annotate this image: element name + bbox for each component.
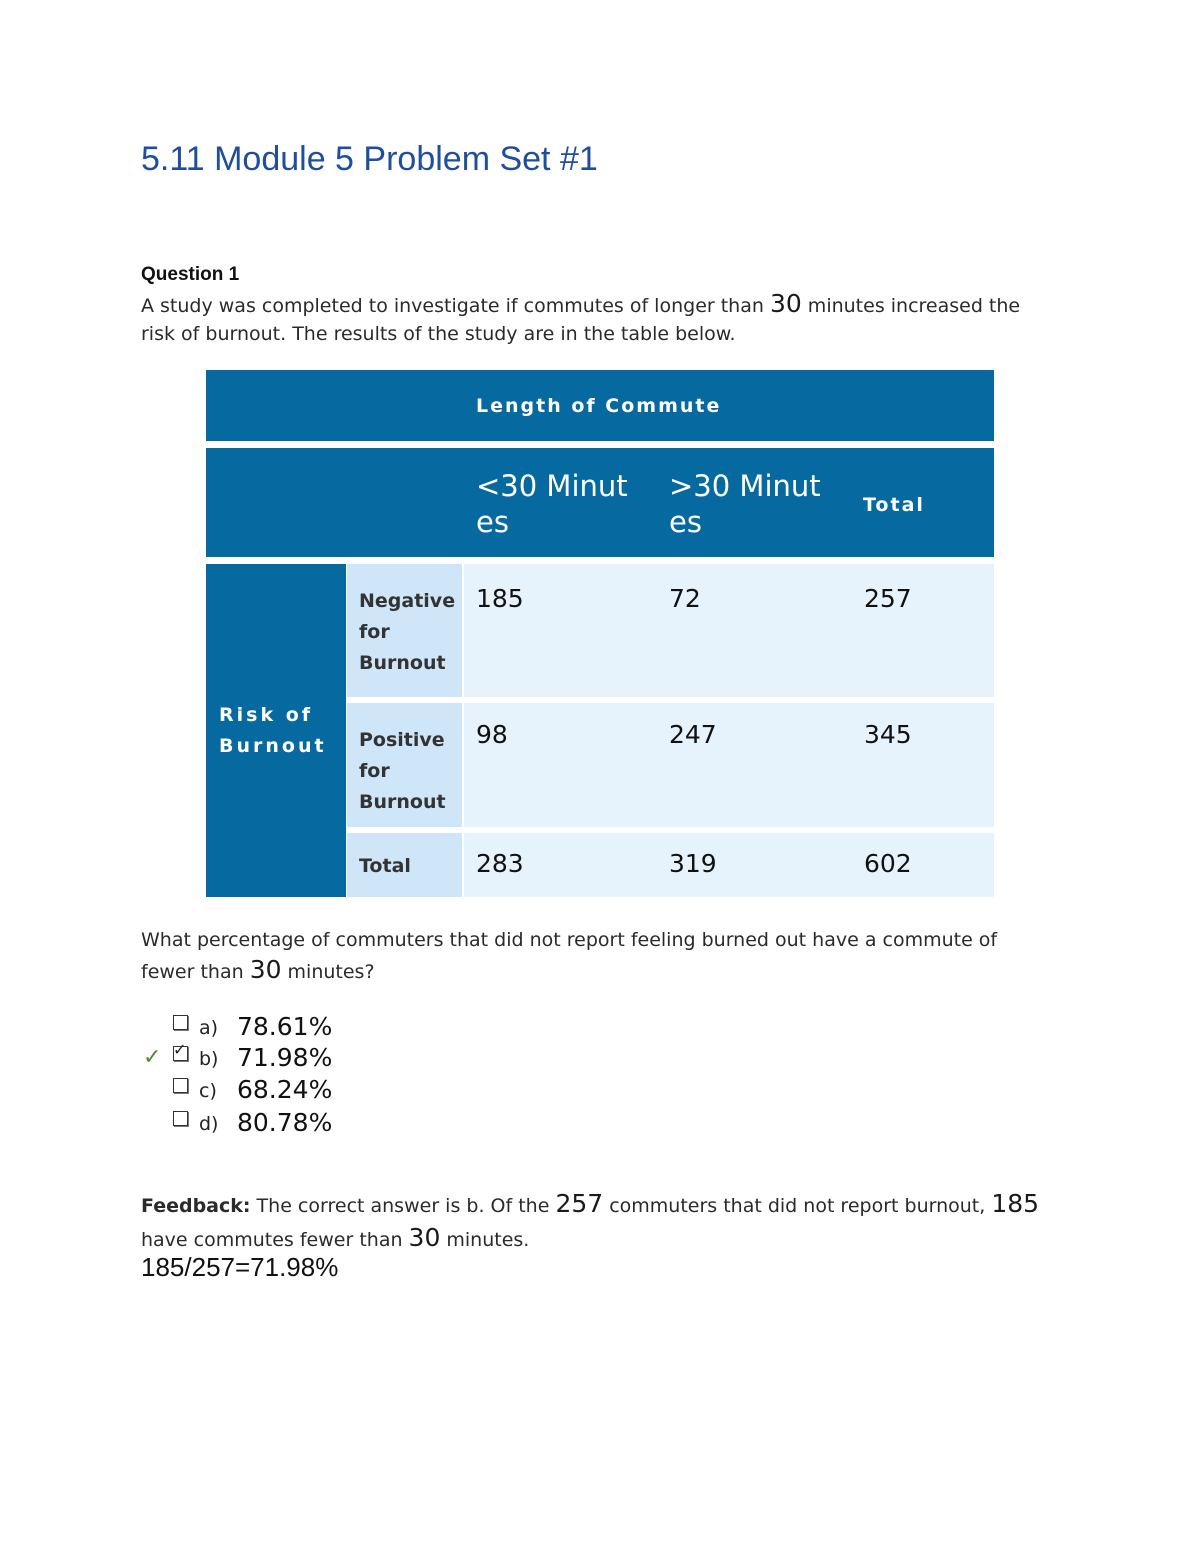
feedback-text-3: have commutes fewer than [141, 1229, 409, 1251]
option-b[interactable] [141, 1040, 401, 1075]
feedback-text-2: commuters that did not report burnout, [603, 1195, 992, 1217]
row-group-label: Risk of Burnout [219, 703, 327, 757]
cell-positive-total: 345 [864, 720, 912, 749]
table-row-negative [464, 564, 994, 697]
feedback-text-4: minutes. [440, 1229, 530, 1251]
checkmark-icon: ✓ [143, 1045, 162, 1070]
table-row-total [464, 833, 994, 897]
cell-total-total: 602 [864, 849, 912, 878]
option-letter: c) [199, 1080, 217, 1102]
column-header-gt30: >30 Minut es [669, 469, 821, 539]
checkbox-icon[interactable] [173, 1040, 188, 1061]
question-heading: Question 1 [141, 264, 240, 285]
question-text-2: minutes? [281, 961, 375, 983]
intro-text-1: A study was completed to investigate if commutes of longer than [141, 295, 770, 317]
question-intro [141, 290, 1041, 348]
table-header-columns [206, 448, 994, 557]
feedback-text-1: The correct answer is b. Of the [250, 1195, 556, 1217]
row-label-total: Total [347, 833, 462, 897]
table-header-commute: Length of Commute [206, 370, 994, 441]
option-letter: d) [199, 1113, 219, 1135]
option-value: 68.24% [237, 1075, 333, 1104]
feedback-number-1: 257 [555, 1189, 604, 1218]
checkbox-icon[interactable] [173, 1078, 188, 1093]
intro-number: 30 [769, 289, 802, 318]
row-label-positive: Positive for Burnout [347, 703, 462, 827]
option-value: 78.61% [237, 1012, 333, 1041]
question-number: 30 [249, 955, 282, 984]
commute-burnout-table [206, 370, 994, 897]
option-c[interactable] [141, 1075, 401, 1107]
page-title: 5.11 Module 5 Problem Set #1 [141, 140, 598, 178]
table-row-positive [464, 703, 994, 827]
row-label-negative: Negative for Burnout [347, 564, 462, 697]
checkbox-checked-icon: ✓ [173, 1040, 187, 1059]
row-group-risk-of-burnout [206, 564, 346, 897]
feedback-number-3: 30 [408, 1223, 441, 1252]
checkbox-icon[interactable] [173, 1015, 188, 1030]
cell-total-gt30: 319 [669, 849, 717, 878]
option-letter: b) [199, 1048, 219, 1070]
cell-negative-total: 257 [864, 584, 912, 613]
feedback-label: Feedback: [141, 1195, 251, 1217]
cell-negative-lt30: 185 [476, 584, 524, 613]
option-value: 71.98% [237, 1043, 333, 1072]
feedback-number-2: 185 [991, 1189, 1040, 1218]
option-d[interactable] [141, 1108, 401, 1140]
cell-positive-gt30: 247 [669, 720, 717, 749]
checkbox-icon[interactable] [173, 1111, 188, 1126]
feedback-paragraph [141, 1188, 1061, 1256]
intro-text-2: minutes increased the risk of burnout. The results of the study are in the table below. [141, 295, 1021, 345]
cell-negative-gt30: 72 [669, 584, 701, 613]
column-header-lt30: <30 Minut es [476, 469, 628, 539]
cell-total-lt30: 283 [476, 849, 524, 878]
column-header-total: Total [863, 494, 925, 516]
cell-positive-lt30: 98 [476, 720, 508, 749]
option-letter: a) [199, 1017, 219, 1039]
feedback-calculation: 185/257=71.98% [141, 1252, 339, 1282]
question-text-1: What percentage of commuters that did not report feeling burned out have a commute of fewer than [141, 929, 998, 983]
question-text [141, 925, 1041, 987]
option-value: 80.78% [237, 1108, 333, 1137]
